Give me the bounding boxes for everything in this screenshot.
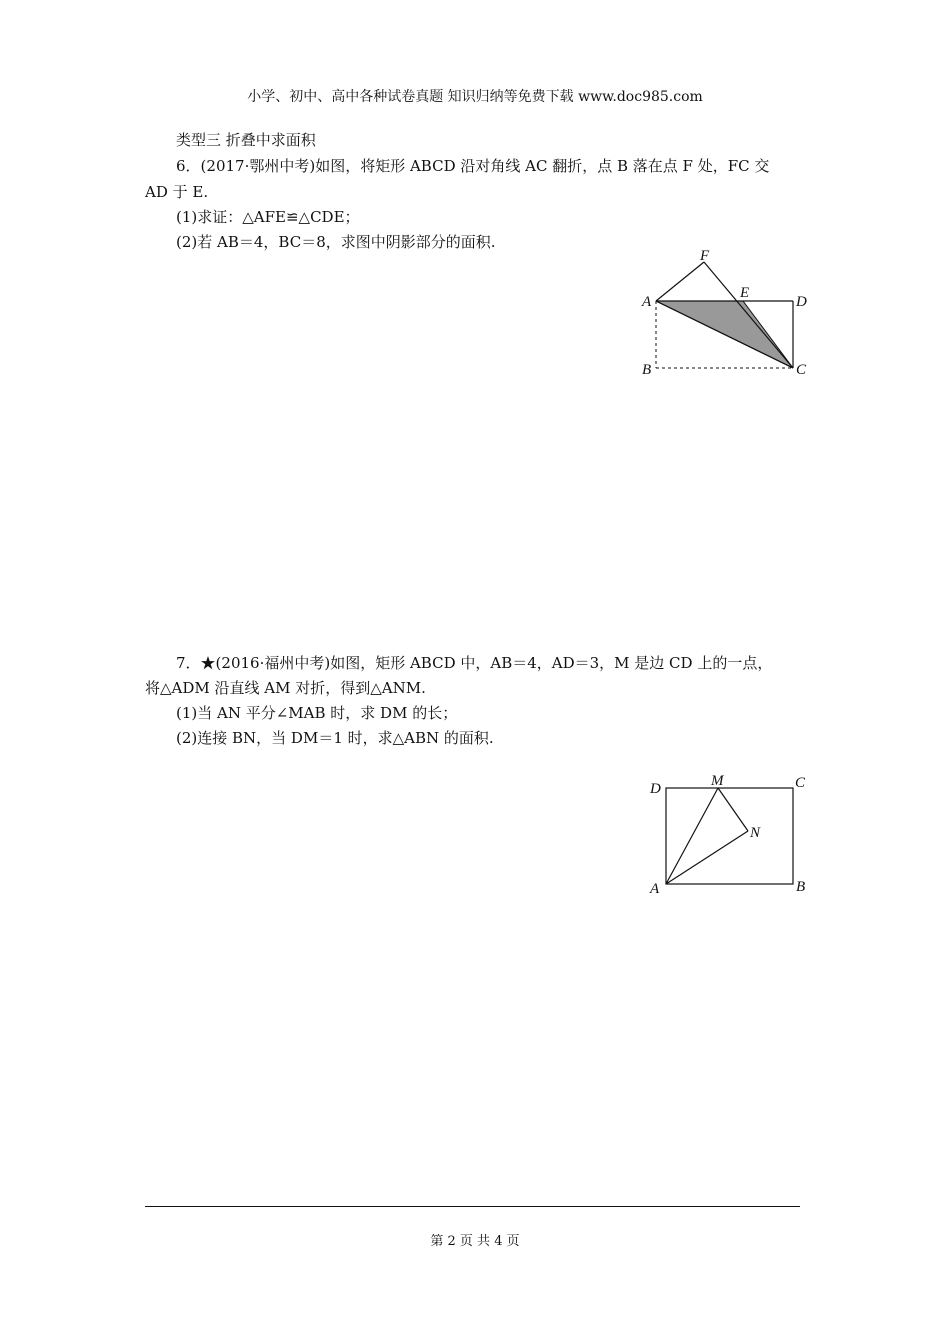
label-d: D [796,294,807,310]
label-e: E [740,285,750,301]
figure-7-fold-diagram [640,765,820,900]
label-a: A [650,881,660,897]
footer-rule [145,1206,800,1207]
problem6-part1: (1)求证：△AFE≌△CDE； [176,208,360,226]
problem7-part2: (2)连接 BN，当 DM＝1 时，求△ABN 的面积. [176,729,494,747]
label-a: A [642,294,652,310]
label-b: B [796,879,806,895]
rectangle-abcd [666,788,793,884]
label-c: C [795,775,806,791]
figure-6-fold-diagram [630,240,820,390]
label-n: N [750,825,761,841]
problem6-line2: AD 于 E. [145,183,209,201]
problem7-part1: (1)当 AN 平分∠MAB 时，求 DM 的长； [176,704,458,722]
page-header: 小学、初中、高中各种试卷真题 知识归纳等免费下载 www.doc985.com [247,89,703,105]
problem7-line1: 7．★(2016·福州中考)如图，矩形 ABCD 中，AB＝4，AD＝3，M 是边 CD 上的一点， [176,654,773,672]
label-m: M [711,773,724,789]
label-f: F [700,248,710,264]
problem6-part2: (2)若 AB＝4，BC＝8，求图中阴影部分的面积. [176,233,496,251]
problem6-line1: 6．(2017·鄂州中考)如图，将矩形 ABCD 沿对角线 AC 翻折，点 B 落在点 F 处，FC 交 [176,157,770,175]
label-c: C [796,362,807,378]
page-number: 第 2 页 共 4 页 [430,1234,520,1249]
edge-af [656,262,704,301]
segment-am [666,788,718,884]
segment-mn [718,788,748,831]
section-title: 类型三 折叠中求面积 [176,131,316,149]
label-d: D [650,781,661,797]
label-b: B [642,362,652,378]
segment-an [666,831,748,884]
problem7-line2: 将△ADM 沿直线 AM 对折，得到△ANM. [145,679,426,697]
